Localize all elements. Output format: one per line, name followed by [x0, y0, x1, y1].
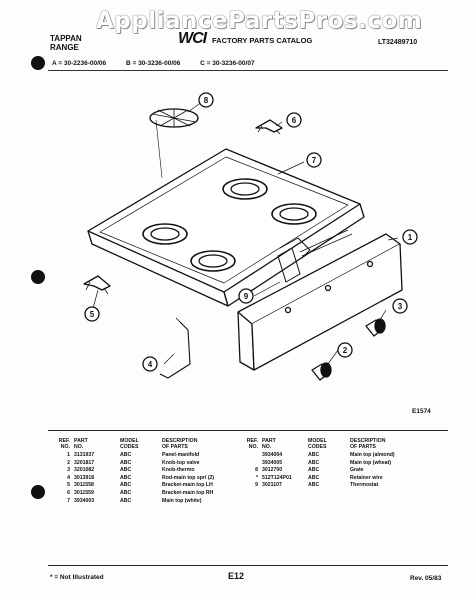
- model-codes: ABC: [308, 467, 320, 474]
- table-row: [58, 452, 238, 460]
- model-key: [52, 60, 273, 67]
- parts-table-right: [246, 438, 426, 490]
- part-number: 3934005: [262, 459, 283, 466]
- bracket-rh-drawing: [256, 120, 282, 134]
- part-number: 3012700: [262, 467, 283, 474]
- header-description-of: OF PARTS: [350, 444, 376, 450]
- header-part-no: NO.: [262, 444, 272, 450]
- brand-block: [50, 34, 82, 52]
- model-codes: ABC: [120, 482, 132, 489]
- header-model: MODEL: [120, 438, 139, 444]
- ref-number: 7: [67, 497, 70, 504]
- table-row: [246, 475, 426, 483]
- header-rule: [48, 70, 448, 71]
- table-header: [58, 438, 238, 452]
- callout-5: 5: [89, 310, 95, 319]
- model-key-b: B = 30-3236-00/06: [125, 60, 181, 67]
- header-description: DESCRIPTION: [350, 438, 386, 444]
- model-codes: ABC: [120, 459, 132, 466]
- part-description: Knob-thermo: [162, 467, 195, 474]
- part-number: 512T124P01: [262, 474, 292, 481]
- header-description-of: OF PARTS: [162, 444, 188, 450]
- table-row: [246, 452, 426, 460]
- catalog-title: FACTORY PARTS CATALOG: [212, 36, 313, 45]
- binder-hole-top: [31, 56, 45, 70]
- model-codes: ABC: [120, 474, 132, 481]
- part-number: 3201082: [74, 467, 95, 474]
- header-ref: REF.: [58, 438, 70, 444]
- model-codes: ABC: [308, 482, 320, 489]
- table-header: [246, 438, 426, 452]
- exploded-parts-diagram: [48, 74, 448, 424]
- header-part: PART: [262, 438, 276, 444]
- footnote: * = Not Illustrated: [50, 574, 104, 581]
- ref-number: 3: [67, 467, 70, 474]
- callout-8: 8: [203, 96, 209, 105]
- callout-7: 7: [311, 156, 317, 165]
- table-row: [58, 490, 238, 498]
- part-description: Retainer wire: [350, 474, 383, 481]
- table-row: [58, 460, 238, 468]
- binder-hole-middle: [31, 270, 45, 284]
- product-type: RANGE: [50, 43, 79, 52]
- top-valve-knob-drawing: [312, 363, 331, 380]
- ref-number: 1: [67, 452, 70, 458]
- table-row: [58, 475, 238, 483]
- header-ref-no: NO.: [248, 444, 258, 450]
- model-codes: ABC: [120, 467, 132, 474]
- model-codes: ABC: [120, 452, 132, 458]
- part-number: 3011559: [74, 489, 94, 496]
- part-number: 3021107: [262, 482, 282, 489]
- ref-number: 9: [255, 482, 258, 489]
- footer-rule: [48, 565, 448, 566]
- model-codes: ABC: [120, 489, 132, 496]
- header-model-codes: CODES: [120, 444, 139, 450]
- callout-1: 1: [407, 233, 413, 242]
- part-description: Thermostat: [350, 482, 379, 489]
- document-number: LT32489710: [378, 39, 418, 46]
- table-row: [246, 482, 426, 490]
- part-description: Main top (almond): [350, 452, 395, 458]
- part-number: 3013918: [74, 474, 95, 481]
- part-number: 3201817: [74, 459, 95, 466]
- callout-9: 9: [243, 292, 249, 301]
- ref-number: 4: [67, 474, 70, 481]
- model-codes: ABC: [120, 497, 132, 504]
- header-part: PART: [74, 438, 88, 444]
- part-number: 3934003: [74, 497, 95, 504]
- part-description: Main top (wheat): [350, 459, 391, 466]
- part-description: Bracket-main top RH: [162, 489, 214, 496]
- table-row: [58, 467, 238, 475]
- watermark: AppliancePartsPros.com: [96, 8, 423, 34]
- ref-number: [246, 452, 262, 460]
- ref-number: *: [255, 474, 258, 481]
- table-row: [246, 467, 426, 475]
- table-rule: [48, 430, 448, 431]
- table-row: [58, 482, 238, 490]
- rod-drawing: [160, 318, 190, 378]
- revision-date: Rev. 05/83: [410, 575, 442, 582]
- ref-number: 6: [67, 489, 70, 496]
- header-ref-no: NO.: [60, 444, 70, 450]
- model-key-a: A = 30-2236-00/06: [52, 60, 107, 67]
- table-rows: [58, 452, 238, 505]
- header-part-no: NO.: [74, 444, 84, 450]
- part-number: 3131937: [74, 452, 95, 458]
- bracket-lh-drawing: [84, 276, 110, 294]
- table-row: [58, 498, 238, 506]
- callout-2: 2: [342, 346, 348, 355]
- part-description: Main top (white): [162, 497, 202, 504]
- part-number: 3011558: [74, 482, 94, 489]
- grate-drawing: [150, 109, 198, 178]
- thermo-knob-drawing: [366, 319, 385, 336]
- part-description: Bracket-main top LH: [162, 482, 213, 489]
- table-row: [246, 460, 426, 468]
- model-key-c: C = 30-3236-00/07: [200, 60, 255, 67]
- ref-number: 2: [67, 459, 70, 466]
- ref-number: 8: [255, 467, 258, 474]
- header-description: DESCRIPTION: [162, 438, 198, 444]
- header-model-codes: CODES: [308, 444, 327, 450]
- binder-hole-bottom: [31, 485, 45, 499]
- part-number: 3934004: [262, 452, 283, 458]
- part-description: Rod-main top spri (2): [162, 474, 215, 481]
- part-description: Grate: [350, 467, 364, 474]
- model-codes: ABC: [308, 459, 320, 466]
- diagram-code: E1574: [412, 408, 431, 415]
- table-rows: [246, 452, 426, 490]
- part-description: Knob-top valve: [162, 459, 200, 466]
- ref-number: [246, 460, 262, 468]
- parts-table-left: [58, 438, 238, 505]
- wci-logo: WCI: [178, 30, 207, 47]
- callout-6: 6: [291, 116, 297, 125]
- part-description: Panel-manifold: [162, 452, 200, 458]
- model-codes: ABC: [308, 452, 320, 458]
- model-codes: ABC: [308, 474, 320, 481]
- header-model: MODEL: [308, 438, 327, 444]
- page-number: E12: [228, 571, 245, 581]
- brand-name: TAPPAN: [50, 34, 82, 43]
- callout-4: 4: [147, 360, 153, 369]
- ref-number: 5: [67, 482, 70, 489]
- callout-3: 3: [397, 302, 403, 311]
- header-ref: REF.: [246, 438, 258, 444]
